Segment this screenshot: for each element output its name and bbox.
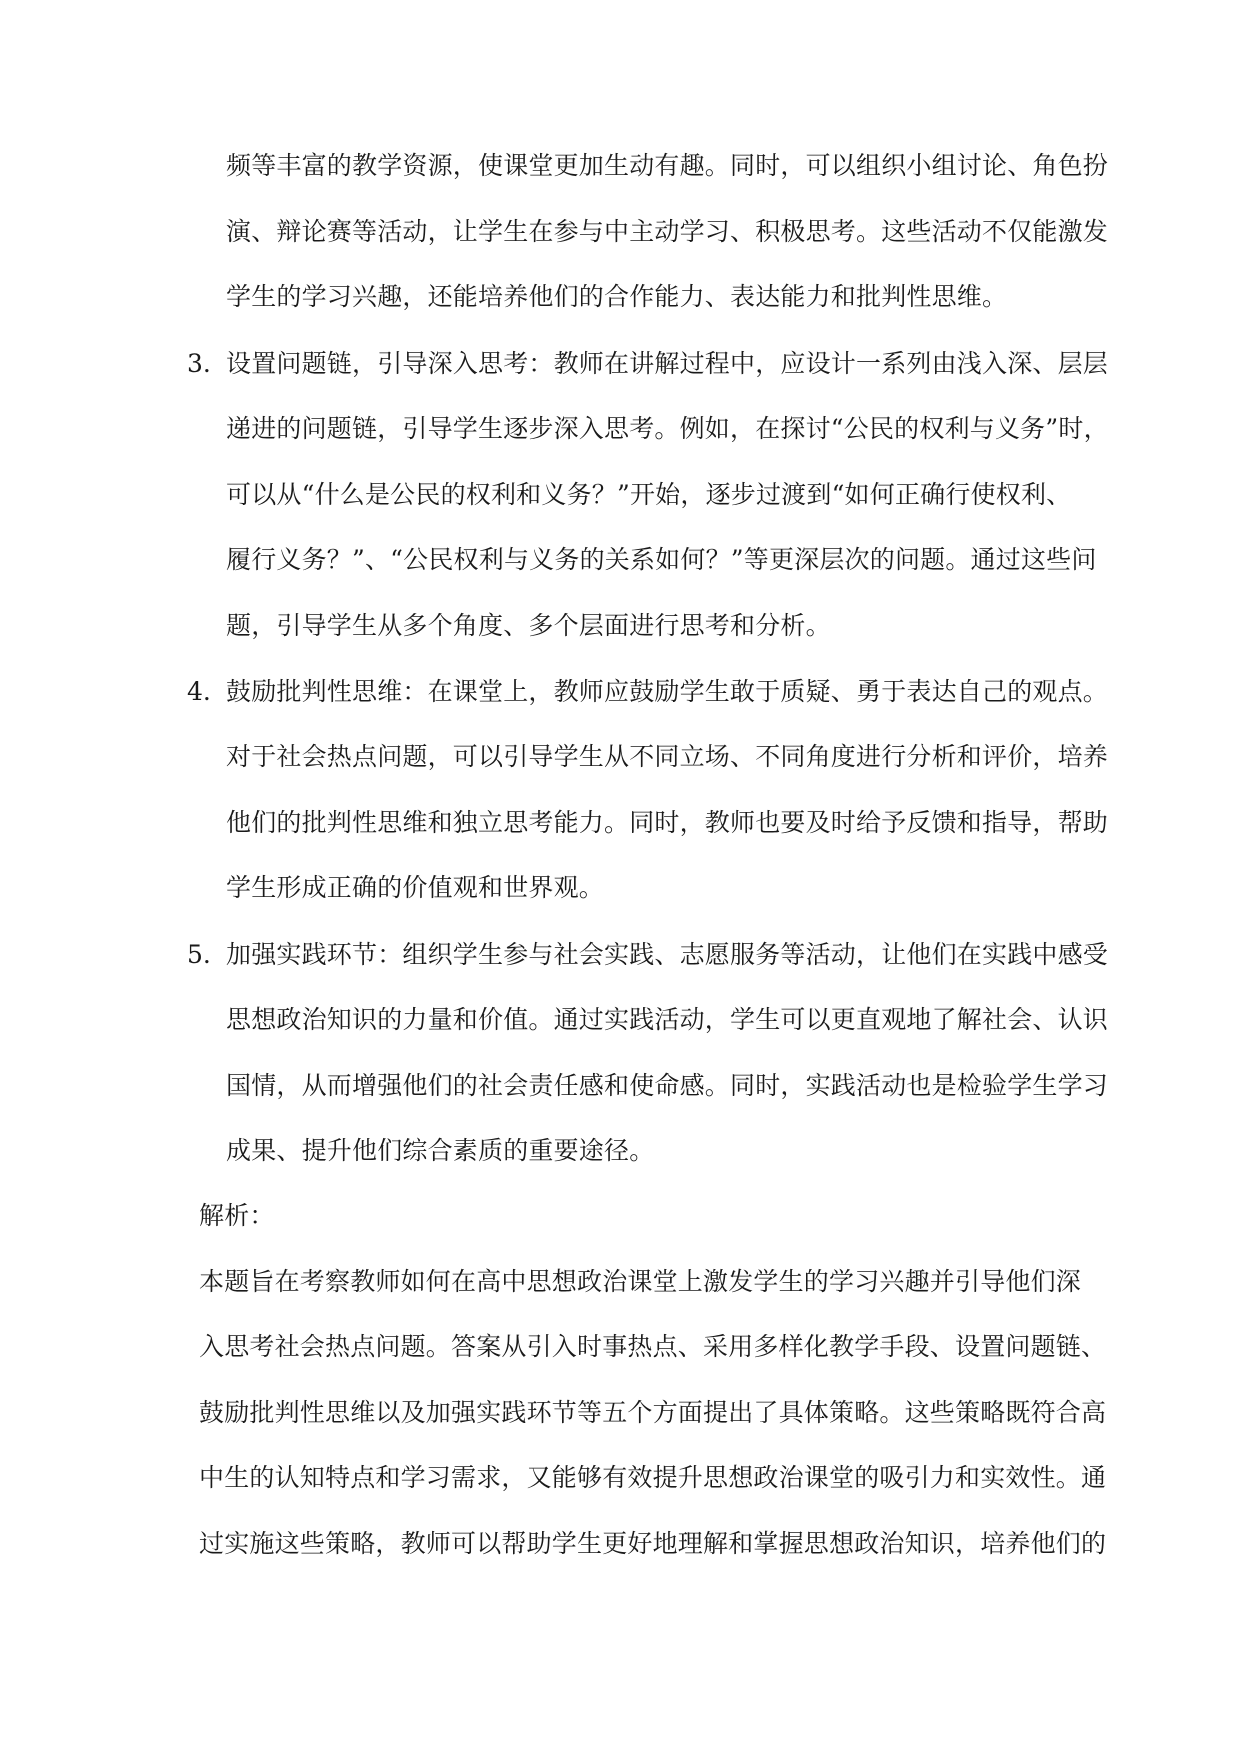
item3-line-1: 设置问题链，引导深入思考：教师在讲解过程中，应设计一系列由浅入深、层层 <box>226 349 1109 378</box>
item3-line-4: 履行义务？”、“公民权利与义务的关系如何？”等更深层次的问题。通过这些问 <box>226 545 1097 574</box>
analysis-line-5: 过实施这些策略，教师可以帮助学生更好地理解和掌握思想政治知识，培养他们的 <box>199 1529 1107 1558</box>
item5-line-2: 思想政治知识的力量和价值。通过实践活动，学生可以更直观地了解社会、认识 <box>226 1005 1109 1034</box>
item3-number: 3. <box>187 349 211 378</box>
item5-line-4: 成果、提升他们综合素质的重要途径。 <box>226 1136 655 1165</box>
item2-line-3: 学生的学习兴趣，还能培养他们的合作能力、表达能力和批判性思维。 <box>226 282 1008 311</box>
analysis-line-2: 入思考社会热点问题。答案从引入时事热点、采用多样化教学手段、设置问题链、 <box>199 1332 1107 1361</box>
item4-number: 4. <box>187 677 211 706</box>
item2-line-2: 演、辩论赛等活动，让学生在参与中主动学习、积极思考。这些活动不仅能激发 <box>226 217 1109 246</box>
analysis-line-4: 中生的认知特点和学习需求，又能够有效提升思想政治课堂的吸引力和实效性。通 <box>199 1463 1107 1492</box>
item5-line-1: 加强实践环节：组织学生参与社会实践、志愿服务等活动，让他们在实践中感受 <box>226 940 1109 969</box>
item4-line-4: 学生形成正确的价值观和世界观。 <box>226 873 605 902</box>
analysis-line-3: 鼓励批判性思维以及加强实践环节等五个方面提出了具体策略。这些策略既符合高 <box>199 1398 1107 1427</box>
item3-line-2: 递进的问题链，引导学生逐步深入思考。例如，在探讨“公民的权利与义务”时， <box>226 414 1109 443</box>
item3-line-3: 可以从“什么是公民的权利和义务？”开始，逐步过渡到“如何正确行使权利、 <box>226 480 1072 509</box>
item2-line-1: 频等丰富的教学资源，使课堂更加生动有趣。同时，可以组织小组讨论、角色扮 <box>226 151 1109 180</box>
item4-line-3: 他们的批判性思维和独立思考能力。同时，教师也要及时给予反馈和指导，帮助 <box>226 808 1109 837</box>
item5-line-3: 国情，从而增强他们的社会责任感和使命感。同时，实践活动也是检验学生学习 <box>226 1071 1109 1100</box>
item4-line-1: 鼓励批判性思维：在课堂上，教师应鼓励学生敢于质疑、勇于表达自己的观点。 <box>226 677 1109 706</box>
analysis-label: 解析： <box>199 1201 275 1230</box>
item3-line-5: 题，引导学生从多个角度、多个层面进行思考和分析。 <box>226 611 831 640</box>
analysis-line-1: 本题旨在考察教师如何在高中思想政治课堂上激发学生的学习兴趣并引导他们深 <box>199 1267 1082 1296</box>
item4-line-2: 对于社会热点问题，可以引导学生从不同立场、不同角度进行分析和评价，培养 <box>226 742 1109 771</box>
item5-number: 5. <box>187 940 211 969</box>
